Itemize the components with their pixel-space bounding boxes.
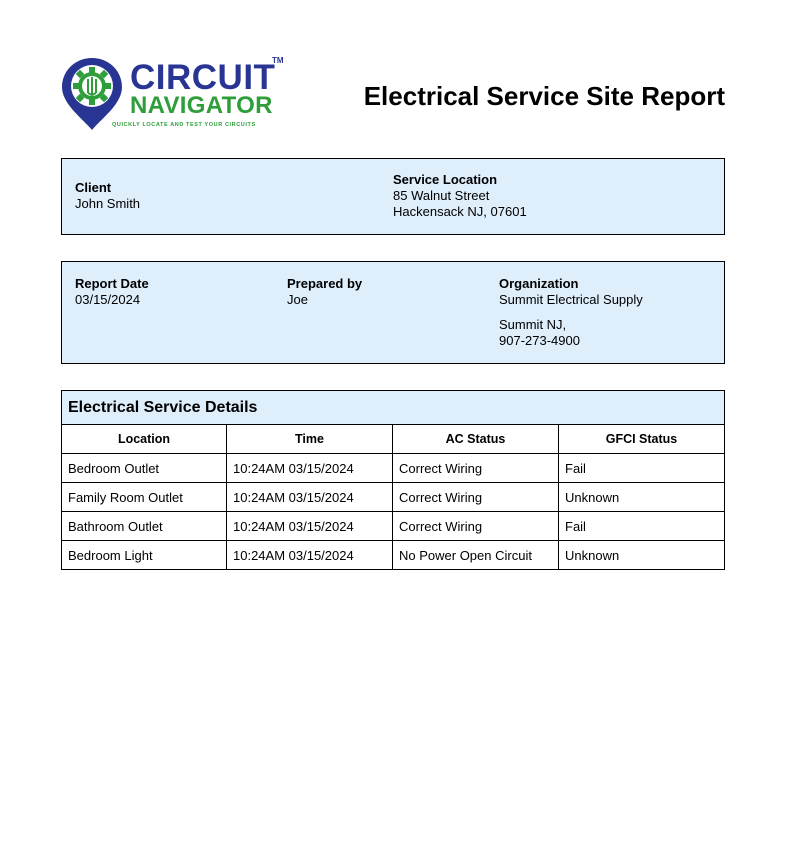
details-heading: Electrical Service Details [62,391,725,425]
service-location-label: Service Location [393,172,498,187]
circuit-navigator-logo [60,56,290,132]
column-header-time: Time [227,425,393,454]
location-pin-gear-icon [60,56,124,132]
cell-location: Family Room Outlet [62,483,227,512]
column-header-location: Location [62,425,227,454]
logo-trademark: TM [272,56,284,65]
report-date-label: Report Date [75,276,149,291]
table-section-header [62,391,725,425]
table-row [62,483,725,512]
table-row [62,541,725,570]
logo-tagline: QUICKLY LOCATE AND TEST YOUR CIRCUITS [112,122,256,128]
service-details-table [61,390,725,570]
report-info-panel [61,261,725,364]
cell-location: Bedroom Light [62,541,227,570]
cell-gfci-status: Fail [559,512,725,541]
cell-time: 10:24AM 03/15/2024 [227,454,393,483]
cell-time: 10:24AM 03/15/2024 [227,483,393,512]
cell-time: 10:24AM 03/15/2024 [227,512,393,541]
organization-phone: 907-273-4900 [499,333,580,348]
report-date: 03/15/2024 [75,292,141,307]
cell-location: Bedroom Outlet [62,454,227,483]
cell-gfci-status: Unknown [559,483,725,512]
cell-location: Bathroom Outlet [62,512,227,541]
client-label: Client [75,180,112,195]
client-info-panel [61,158,725,235]
organization-name: Summit Electrical Supply [499,292,643,307]
prepared-by: Joe [287,292,308,307]
cell-gfci-status: Unknown [559,541,725,570]
cell-ac-status: Correct Wiring [393,454,559,483]
column-header-ac-status: AC Status [393,425,559,454]
organization-label: Organization [499,276,579,291]
logo-name-line2: NAVIGATOR [130,92,273,119]
cell-ac-status: Correct Wiring [393,512,559,541]
cell-ac-status: No Power Open Circuit [393,541,559,570]
cell-time: 10:24AM 03/15/2024 [227,541,393,570]
service-location-street: 85 Walnut Street [393,188,490,203]
client-name: John Smith [75,196,141,211]
cell-ac-status: Correct Wiring [393,483,559,512]
table-row [62,512,725,541]
service-location-city: Hackensack NJ, 07601 [393,204,527,219]
page-title: Electrical Service Site Report [363,81,725,111]
logo-name-line1: CIRCUIT [130,58,276,97]
table-row [62,454,725,483]
column-header-gfci-status: GFCI Status [559,425,725,454]
organization-city: Summit NJ, [499,317,567,332]
prepared-by-label: Prepared by [287,276,363,291]
cell-gfci-status: Fail [559,454,725,483]
table-column-header-row [62,425,725,454]
